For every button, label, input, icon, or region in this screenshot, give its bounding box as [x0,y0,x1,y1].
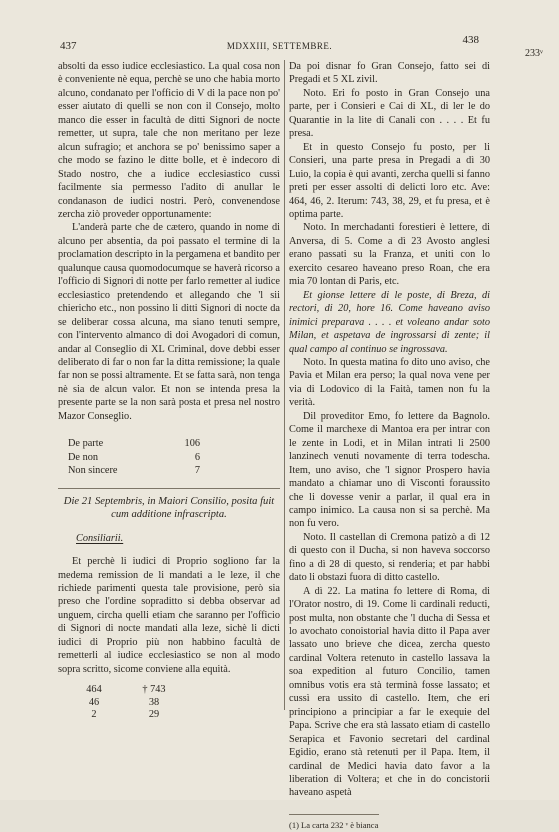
paragraph: A dì 22. La matina fo lettere di Roma, di l'Orator nostro, di 19. Come li cardinali reducti, post multa, non obstante che 'l ducha di Sessa et lo avochato conoistorial havia ditto il Papa aver lassato uno brieve che dicea, zercha questo cardinal Voltera retenuto in castello lassava la soa expedition al futuro Concilio, tamen omnibus votis era stà terminà fosse lassato; et cussì era ussito di castello. Item, che eri principiono a principiar a far le exequie del Papa. Scrive che era stà lassato etiam di castello Serapica et Favonio secretari del cardinal Egidio, erano stà retenuti per il Papa. Item, il cardinal de Medici havia dato favor a la liberation di Voltera; et che in do concistorii haveano aspetà [289,585,490,799]
paragraph: Noto. In questa matina fo dito uno aviso, che Pavia et Milan era perso; la qual nova vene per via di Lodovico di la Faità, tamen non fu la verità. [289,356,490,409]
footnote: (1) La carta 232 ᵛ è bianca [289,819,379,830]
paragraph: Da poi disnar fo Gran Consejo, fatto sei di Pregadi et 5 XL zivil. [289,61,490,86]
vote-table [68,437,280,477]
vote-label: De parte [68,438,104,450]
vote-row [68,437,208,450]
right-column [289,60,490,832]
paragraph: Et perchè li iudici di Proprio sogliono far la medema remission de li mandati a le leze, il che richiede parimenti questa tale provisione, però sia preso che l'ordine sopraditto si debba observar ad unguem, circha quelli etiam che saranno per l'officio di Signori di nocte mandati alla leze, sichè li dicti iudici di Proprio più non habbino facultà de remetterli al iudice ecclesiastico se non al modo sopra scritto, sicome conviene alla equità. [58,556,280,675]
footnote-rule [289,814,379,815]
paragraph: Et in questo Consejo fu posto, per li Consieri, una parte presa in Pregadi a dì 30 Luio, la copia è qui avanti, zercha quelli si fanno preti per esser assolti di delicti loro etc. Ave: 464, 46, 2. Iterum: 743, 38, 29, et fu presa, et è optima parte. [289,141,491,220]
tally-cell: 46 [88,696,100,708]
left-column [58,60,280,722]
margin-folio-note: 233ᵛ [525,48,543,59]
tally-table [64,684,280,722]
vote-value: 106 [184,438,200,450]
paragraph: Dil proveditor Emo, fo lettere da Bagnolo. Come il marchexe di Mantoa era per intrar con le zente in Lodi, et in Milan intrati li 2500 lanzinech venuti novamente di terra todescha. Item, uno aviso, che 'l signor Prospero havia mandato a chiamar uno di Visconti foraussito che li dovesse venir a parlar, il qual era in campo inimico. La causa non si sa perchè. Ma non fu vero. [289,410,490,530]
column-divider [284,60,285,710]
tally-row [64,697,280,710]
section-heading: Die 21 Septembris, in Maiori Consilio, posita fuit cum additione infrascripta. [63,495,275,521]
tally-cell: 29 [148,709,160,721]
paragraph: Et gionse lettere di le poste, di Breza, di rectori, di 20, hore 16. Come haveano aviso inimici preparava . . . . et voleano andar soto Milan, et aspetava de ingrossarsi di zente; il qual campo al continuo se ingrossava. [289,289,490,355]
paragraph: Noto. Eri fo posto in Gran Consejo una parte, per i Consieri e Cai di XL, di ler le do Quarantie in la lite di Canali con . . . . Et fu presa. [289,87,490,140]
vote-label: Non sincere [68,465,118,477]
tally-cell: † 743 [142,684,166,696]
tally-row [64,709,280,722]
tally-cell: 38 [148,696,160,708]
tally-row [64,684,280,697]
paragraph: absolti da esso iudice ecclesiastico. La qual cosa non è conveniente nè equa, perchè se uno che habia morto alcuno, condanato per l'officio di V di la pace non po' esser aiutato di quelli se non con il Consejo, molto manco die esser in facultà de ditti Signori de nocte remetter, ut supra, tale che non meritano per leze alcun sufragio; et anchora se po' benissimo saper a che modo se fazino le ditte bolle, et è indecoro di Stado nostro, che a iudice ecclesiastico cussì facilmente sia permesso l'adito di anullar le condanason de iudici nostri. Però, convenendose zercha ziò proveder opportunamente: [58,61,280,220]
vote-value: 6 [194,451,200,463]
tally-cell: 464 [86,684,102,696]
tally-cell: 2 [91,709,97,721]
vote-label: De non [68,451,99,463]
vote-row [68,464,208,477]
paragraph: L'anderà parte che de cætero, quando in nome di alcuno per absentia, da poi passato el termine di la proclamation descripto in la pergamena et bandito per qualunque causa quomodocumque se haverà ricorso a l'officio di Signori di notte per farlo remetter al iudice ecclesiastico pretendendo et allegando che 'l sii chiericho etc., non possino li ditti Signori di nocte da se deliberar cossa alcuna, ma siano tenuti sempre, con l'intervento almanco di doi Avogadori di comun, andar al Conseglio di XL Criminal, dove debbi esser deliberato di far o non far la ditta remissione; la quale far non se possi altramente. Et se fatta sarà, non tenga nè sia de alcun valor. Et non se intenda presa la presente parte se la non sarà posta et presa nel nostro Mazor Conseglio. [58,222,280,422]
paragraph: Noto. In merchadanti forestieri è lettere, di Anversa, di 5. Come a dì 23 Avosto anglesi erano passati su la Franza, et uniti con lo exercito cesareo haveano preso Roan, che era mia 70 lontan di Paris, etc. [289,222,490,288]
vote-value: 7 [194,465,200,477]
paragraph: Noto. Il castellan di Cremona patizò a dì 12 di questo con il Ducha, si non haveva soccorso fino a dì 28 di questo, si renderia; et par habbi dato li obstazi fuora di ditto castello. [289,531,490,584]
section-rule [58,488,280,489]
vote-row [68,451,208,464]
page-header [0,34,559,60]
left-page-number: 437 [60,40,77,52]
consiliarii-label: Consiliarii. [76,532,124,544]
running-title: MDXXIII, SETTEMBRE. [226,41,333,51]
right-page-number: 438 [462,34,479,46]
